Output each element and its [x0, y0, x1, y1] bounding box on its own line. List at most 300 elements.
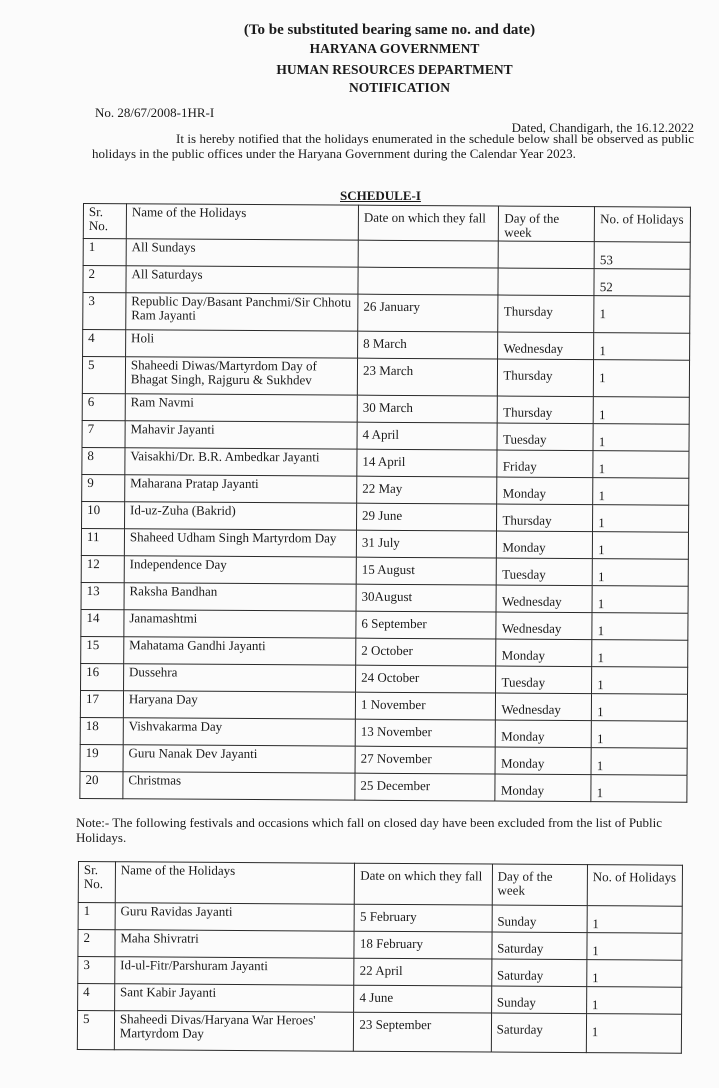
cell-count-text: 1	[598, 461, 606, 477]
cell-count-text: 53	[599, 252, 613, 268]
cell-day	[496, 666, 592, 694]
cell-holiday-name	[115, 930, 355, 958]
cell-holiday-name	[125, 475, 357, 503]
schedule-title: SCHEDULE-I	[340, 188, 421, 203]
cell-day-text: Saturday	[496, 1021, 543, 1037]
cell-date	[354, 1012, 492, 1052]
cell-date-text: 22 May	[362, 480, 403, 496]
cell-date-text: 4 April	[362, 426, 400, 442]
cell-holiday-name-text: Christmas	[128, 772, 182, 788]
col-name: Name of the Holidays	[126, 204, 358, 240]
table-row	[83, 293, 690, 334]
cell-count-text: 1	[592, 916, 600, 932]
cell-count	[594, 333, 690, 361]
cell-day-text: Monday	[500, 755, 545, 771]
cell-day-text: Saturday	[497, 940, 544, 956]
cell-holiday-name-text: Holi	[131, 330, 155, 346]
cell-sr-no-text: 10	[87, 502, 101, 518]
cell-date	[356, 503, 497, 531]
cell-date	[356, 530, 497, 558]
cell-date	[357, 449, 498, 477]
cell-count	[593, 451, 689, 479]
table-header-row	[78, 862, 682, 907]
cell-date	[354, 904, 492, 932]
department-name: HUMAN RESOURCES DEPARTMENT	[276, 62, 513, 77]
cell-sr-no-text: 1	[83, 903, 91, 919]
cell-day	[497, 477, 593, 505]
cell-day	[495, 747, 591, 775]
substitution-note: (To be substituted bearing same no. and date)	[243, 22, 536, 38]
cell-sr-no-text: 19	[85, 745, 99, 761]
cell-sr-no-text: 9	[87, 475, 94, 491]
cell-count-text: 1	[598, 515, 605, 531]
cell-count	[594, 296, 690, 334]
cell-count-text: 1	[592, 943, 599, 959]
cell-date	[355, 692, 496, 720]
cell-count-text: 1	[591, 997, 599, 1013]
cell-holiday-name	[125, 394, 357, 422]
cell-date-text: 15 August	[361, 561, 415, 578]
cell-day-text: Tuesday	[502, 566, 546, 582]
cell-sr-no-text: 2	[88, 266, 96, 282]
cell-holiday-name	[126, 239, 358, 267]
cell-date	[354, 985, 492, 1013]
cell-day-text: Thursday	[503, 404, 553, 420]
cell-sr-no-text: 6	[87, 394, 95, 410]
col-date-label: Date on which they fall	[360, 867, 483, 884]
excluded-holidays-table	[77, 861, 683, 1054]
col-sr-no: Sr. No.	[83, 204, 126, 239]
cell-day	[491, 959, 586, 987]
cell-sr-no-text: 1	[88, 239, 96, 255]
cell-count	[592, 640, 688, 668]
cell-sr-no	[78, 957, 115, 984]
cell-date	[354, 958, 492, 986]
cell-day	[496, 720, 592, 748]
cell-count-text: 1	[597, 677, 604, 693]
cell-date	[357, 395, 498, 423]
cell-sr-no-text: 8	[87, 448, 95, 464]
cell-holiday-name-text: Id-ul-Fitr/Parshuram Jayanti	[120, 957, 268, 974]
cell-day-text: Wednesday	[503, 340, 564, 356]
cell-holiday-name-text: All Sundays	[131, 239, 196, 255]
cell-day	[497, 504, 593, 532]
cell-holiday-name-text: Independence Day	[129, 556, 227, 572]
cell-day	[496, 639, 592, 667]
cell-holiday-name-text: Dussehra	[128, 664, 178, 680]
table-row	[80, 771, 687, 802]
cell-holiday-name-text: Vaisakhi/Dr. B.R. Ambedkar Jayanti	[130, 448, 320, 465]
cell-count-text: 1	[599, 306, 607, 322]
table-row	[83, 266, 690, 297]
cell-holiday-name-text: Maha Shivratri	[120, 930, 199, 946]
cell-date-text: 6 September	[361, 615, 427, 632]
cell-date	[358, 240, 499, 268]
cell-date-text: 13 November	[360, 723, 432, 740]
cell-sr-no-text: 2	[83, 930, 91, 946]
cell-count	[592, 613, 688, 641]
table-row	[81, 582, 688, 613]
table-row	[80, 717, 687, 748]
cell-count	[592, 667, 688, 695]
cell-count-text: 1	[596, 758, 604, 774]
cell-day	[491, 986, 586, 1014]
cell-day	[498, 268, 594, 296]
cell-count-text: 1	[598, 407, 606, 423]
table-row	[81, 636, 688, 667]
cell-date-text: 5 February	[359, 908, 417, 925]
cell-sr-no	[82, 501, 125, 528]
cell-date-text: 29 June	[362, 507, 403, 523]
col-count	[587, 865, 682, 907]
cell-date	[357, 358, 498, 396]
cell-sr-no-text: 13	[86, 583, 100, 599]
cell-date-text: 23 September	[359, 1016, 432, 1033]
col-date-label: Date on which they fall	[363, 209, 486, 226]
cell-sr-no	[82, 393, 125, 420]
cell-day-text: Wednesday	[501, 701, 562, 717]
cell-count	[586, 987, 681, 1015]
cell-holiday-name-text: All Saturdays	[131, 266, 203, 282]
cell-sr-no-text: 4	[83, 984, 90, 1000]
table-row	[82, 447, 689, 478]
cell-holiday-name	[123, 664, 355, 692]
table-row	[81, 663, 688, 694]
cell-holiday-name	[123, 745, 355, 773]
cell-count	[593, 532, 689, 560]
cell-date-text: 2 October	[361, 642, 413, 659]
table-row	[81, 528, 688, 559]
cell-date-text	[364, 242, 493, 247]
cell-day-text: Monday	[500, 782, 545, 798]
cell-holiday-name-text: Ram Navmi	[130, 394, 194, 410]
table-row	[78, 930, 682, 961]
cell-sr-no	[82, 474, 125, 501]
cell-day	[491, 1013, 586, 1053]
cell-date	[358, 331, 499, 359]
cell-sr-no-text: 4	[88, 330, 95, 346]
cell-day-text: Thursday	[503, 303, 553, 319]
cell-count	[591, 721, 687, 749]
cell-count-text: 52	[599, 279, 613, 295]
intro-text: It is hereby notified that the holidays enumerated in the schedule below shall be observed as public holidays in the public offices under the Haryana Government during the Calendar Year 2023.	[92, 131, 694, 161]
cell-count	[594, 360, 690, 398]
cell-day-text: Sunday	[497, 913, 537, 929]
cell-count-text: 1	[597, 623, 605, 639]
cell-holiday-name	[123, 691, 355, 719]
cell-count	[592, 694, 688, 722]
col-day	[499, 206, 595, 242]
cell-date-text: 22 April	[359, 962, 403, 978]
cell-sr-no	[78, 930, 115, 957]
cell-holiday-name-text: Sant Kabir Jayanti	[119, 984, 217, 1000]
cell-holiday-name-text: Id-uz-Zuha (Bakrid)	[129, 502, 236, 518]
cell-holiday-name-text: Raksha Bandhan	[129, 583, 218, 599]
cell-holiday-name	[123, 772, 355, 800]
cell-sr-no-text: 3	[88, 293, 95, 309]
cell-date-text: 23 March	[362, 362, 414, 379]
cell-sr-no-text: 16	[86, 664, 100, 680]
col-name: Name of the Holidays	[115, 862, 355, 904]
cell-count-text: 1	[597, 650, 605, 666]
cell-day-text: Tuesday	[502, 431, 547, 447]
cell-holiday-name-text: Mahatama Gandhi Jayanti	[129, 637, 266, 654]
col-count	[595, 207, 691, 243]
cell-count-text: 1	[596, 785, 604, 801]
cell-sr-no-text: 12	[86, 556, 100, 572]
cell-date	[357, 476, 498, 504]
cell-sr-no-text: 18	[85, 718, 99, 734]
government-name: HARYANA GOVERNMENT	[309, 41, 480, 56]
cell-holiday-name	[124, 502, 356, 530]
cell-day	[496, 612, 592, 640]
table-row	[82, 393, 689, 424]
cell-day-text	[504, 243, 589, 252]
cell-day	[496, 693, 592, 721]
cell-sr-no	[81, 528, 124, 555]
cell-count-text: 1	[598, 434, 606, 450]
cell-holiday-name-text: Shaheed Udham Singh Martyrdom Day	[129, 529, 337, 546]
cell-count	[593, 505, 689, 533]
cell-sr-no	[78, 984, 115, 1011]
cell-sr-no	[78, 903, 115, 930]
cell-date	[356, 557, 497, 585]
cell-count	[592, 559, 688, 587]
cell-holiday-name	[124, 556, 356, 584]
cell-sr-no	[80, 717, 123, 744]
table-row	[78, 957, 682, 988]
cell-day-text: Monday	[501, 647, 546, 663]
cell-sr-no	[81, 582, 124, 609]
col-count-label: No. of Holidays	[592, 869, 677, 885]
cell-count	[587, 933, 682, 961]
table-row	[83, 239, 690, 270]
cell-sr-no	[81, 555, 124, 582]
cell-sr-no-text: 17	[85, 691, 100, 707]
table-row	[78, 984, 682, 1015]
table-row	[80, 690, 687, 721]
cell-date-text: 30August	[361, 588, 413, 605]
cell-count	[593, 478, 689, 506]
cell-holiday-name	[126, 293, 358, 331]
cell-day	[497, 450, 593, 478]
cell-day	[492, 932, 587, 960]
table-row	[81, 555, 688, 586]
cell-date	[355, 719, 496, 747]
cell-day	[497, 423, 593, 451]
cell-sr-no	[81, 663, 124, 690]
cell-sr-no-text: 5	[82, 1011, 90, 1027]
cell-sr-no	[80, 771, 123, 798]
cell-holiday-name-text: Janamashtmi	[129, 610, 198, 626]
cell-count-text: 1	[598, 488, 606, 504]
cell-day	[495, 774, 591, 802]
cell-count-text: 1	[596, 731, 604, 747]
cell-day	[497, 531, 593, 559]
cell-day	[498, 332, 594, 360]
table-row	[80, 744, 687, 775]
cell-date-text: 26 January	[363, 298, 421, 315]
intro-paragraph	[92, 131, 694, 161]
table-row	[82, 420, 689, 451]
cell-holiday-name-text: Haryana Day	[128, 691, 198, 707]
cell-sr-no-text: 15	[86, 637, 100, 653]
cell-holiday-name	[124, 529, 356, 557]
cell-date	[355, 773, 496, 801]
col-count-label: No. of Holidays	[600, 211, 684, 227]
table-row	[82, 501, 689, 532]
cell-holiday-name	[124, 583, 356, 611]
cell-day	[499, 241, 595, 269]
cell-holiday-name-text: Shaheedi Diwas/Martyrdom Day of Bhagat Singh, Rajguru & Sukhdev	[130, 357, 317, 388]
cell-date	[358, 294, 499, 332]
cell-holiday-name-text: Vishvakarma Day	[128, 718, 223, 734]
cell-sr-no	[77, 1011, 114, 1050]
cell-date-text: 4 June	[359, 989, 394, 1005]
cell-day-text: Monday	[502, 539, 546, 555]
cell-holiday-name	[124, 610, 356, 638]
cell-holiday-name	[125, 330, 357, 358]
cell-sr-no-text: 14	[86, 610, 100, 626]
table-row	[82, 357, 689, 398]
cell-count	[591, 748, 687, 776]
cell-day	[492, 905, 587, 933]
cell-count	[587, 960, 682, 988]
cell-sr-no	[80, 690, 123, 717]
cell-day-text: Wednesday	[501, 620, 562, 636]
date-line: Dated, Chandigarh, the 16.12.2022	[511, 120, 694, 135]
schedule-table	[79, 203, 691, 803]
document-title: NOTIFICATION	[348, 80, 450, 95]
cell-date-text: 8 March	[363, 335, 407, 351]
cell-day-text: Monday	[501, 728, 545, 744]
cell-date-text: 31 July	[361, 534, 400, 550]
cell-sr-no-text: 11	[86, 529, 100, 545]
cell-date	[356, 611, 497, 639]
cell-holiday-name	[125, 357, 357, 395]
cell-count	[587, 906, 682, 934]
cell-count	[593, 424, 689, 452]
cell-date-text: 25 December	[360, 777, 431, 794]
cell-date	[354, 931, 492, 959]
cell-count	[592, 586, 688, 614]
col-day-label: Day of the week	[497, 868, 553, 898]
cell-day	[496, 585, 592, 613]
cell-day-text: Wednesday	[501, 593, 562, 609]
cell-holiday-name-text: Guru Nanak Dev Jayanti	[128, 745, 258, 762]
cell-date-text: 24 October	[361, 669, 420, 686]
cell-holiday-name-text: Shaheedi Divas/Haryana War Heroes' Martyrdom Day	[119, 1011, 316, 1041]
cell-holiday-name	[125, 448, 357, 476]
cell-holiday-name	[115, 903, 355, 931]
cell-day	[498, 359, 594, 397]
note-text: Note:- The following festivals and occasions which fall on closed day have been excluded from the list of Public Holidays.	[76, 815, 663, 845]
cell-count-text: 1	[597, 596, 605, 612]
cell-date-text: 14 April	[362, 453, 406, 469]
cell-holiday-name	[115, 957, 355, 985]
cell-holiday-name	[126, 266, 358, 294]
cell-date-text: 27 November	[360, 750, 432, 767]
cell-day-text: Tuesday	[501, 674, 546, 690]
table-header-row	[83, 204, 690, 243]
cell-count-text: 1	[591, 1024, 599, 1040]
cell-holiday-name	[114, 984, 354, 1012]
cell-day-text: Saturday	[496, 967, 544, 983]
col-sr-no: Sr. No.	[78, 862, 115, 903]
cell-sr-no	[83, 330, 126, 357]
cell-sr-no-text: 5	[87, 357, 95, 373]
cell-holiday-name	[123, 718, 355, 746]
cell-day-text: Monday	[502, 485, 547, 501]
reference-number: No. 28/67/2008-1HR-I	[95, 105, 215, 120]
cell-date-text: 18 February	[359, 935, 424, 952]
cell-date-text: 30 March	[362, 399, 413, 416]
table-row	[82, 474, 689, 505]
cell-sr-no	[80, 744, 123, 771]
cell-sr-no	[83, 239, 126, 266]
cell-count-text: 1	[599, 343, 606, 359]
cell-count-text: 1	[597, 704, 604, 720]
cell-day-text: Friday	[502, 458, 537, 474]
cell-date	[357, 422, 498, 450]
cell-sr-no-text: 3	[83, 957, 90, 973]
cell-date	[358, 267, 499, 295]
cell-count-text: 1	[592, 970, 599, 986]
cell-count	[591, 775, 687, 803]
cell-sr-no	[81, 609, 124, 636]
col-day	[492, 864, 587, 906]
cell-sr-no	[82, 357, 125, 394]
cell-holiday-name	[125, 421, 357, 449]
cell-date	[356, 665, 497, 693]
col-date	[355, 863, 493, 905]
table-row	[78, 903, 682, 934]
cell-day-text: Thursday	[502, 512, 552, 528]
cell-sr-no	[82, 420, 125, 447]
cell-day	[498, 295, 594, 333]
table-row	[83, 330, 690, 361]
cell-count	[586, 1014, 681, 1054]
cell-sr-no	[83, 266, 126, 293]
cell-date-text: 1 November	[360, 696, 426, 713]
cell-holiday-name	[114, 1011, 354, 1051]
cell-day	[497, 558, 593, 586]
cell-day-text: Sunday	[496, 994, 536, 1010]
cell-holiday-name	[124, 637, 356, 665]
cell-holiday-name-text: Guru Ravidas Jayanti	[120, 903, 233, 919]
cell-date	[356, 584, 497, 612]
cell-day-text: Thursday	[503, 367, 553, 383]
cell-count-text: 1	[597, 569, 605, 585]
cell-holiday-name-text: Maharana Pratap Jayanti	[130, 475, 259, 492]
cell-count-text: 1	[599, 370, 606, 386]
cell-sr-no-text: 7	[87, 421, 95, 437]
cell-holiday-name-text: Republic Day/Basant Panchmi/Sir Chhotu Ram Jayanti	[131, 293, 352, 323]
cell-day	[498, 396, 594, 424]
cell-day-text	[504, 270, 589, 279]
cell-count	[593, 397, 689, 425]
cell-count-text: 1	[598, 542, 605, 558]
cell-date	[356, 638, 497, 666]
cell-date-text	[364, 269, 493, 274]
col-day-label: Day of the week	[504, 210, 560, 240]
cell-holiday-name-text: Mahavir Jayanti	[130, 421, 215, 437]
cell-count	[594, 269, 690, 297]
cell-sr-no	[82, 447, 125, 474]
cell-sr-no-text: 20	[85, 772, 99, 788]
table-row	[81, 609, 688, 640]
table-row	[77, 1011, 681, 1054]
